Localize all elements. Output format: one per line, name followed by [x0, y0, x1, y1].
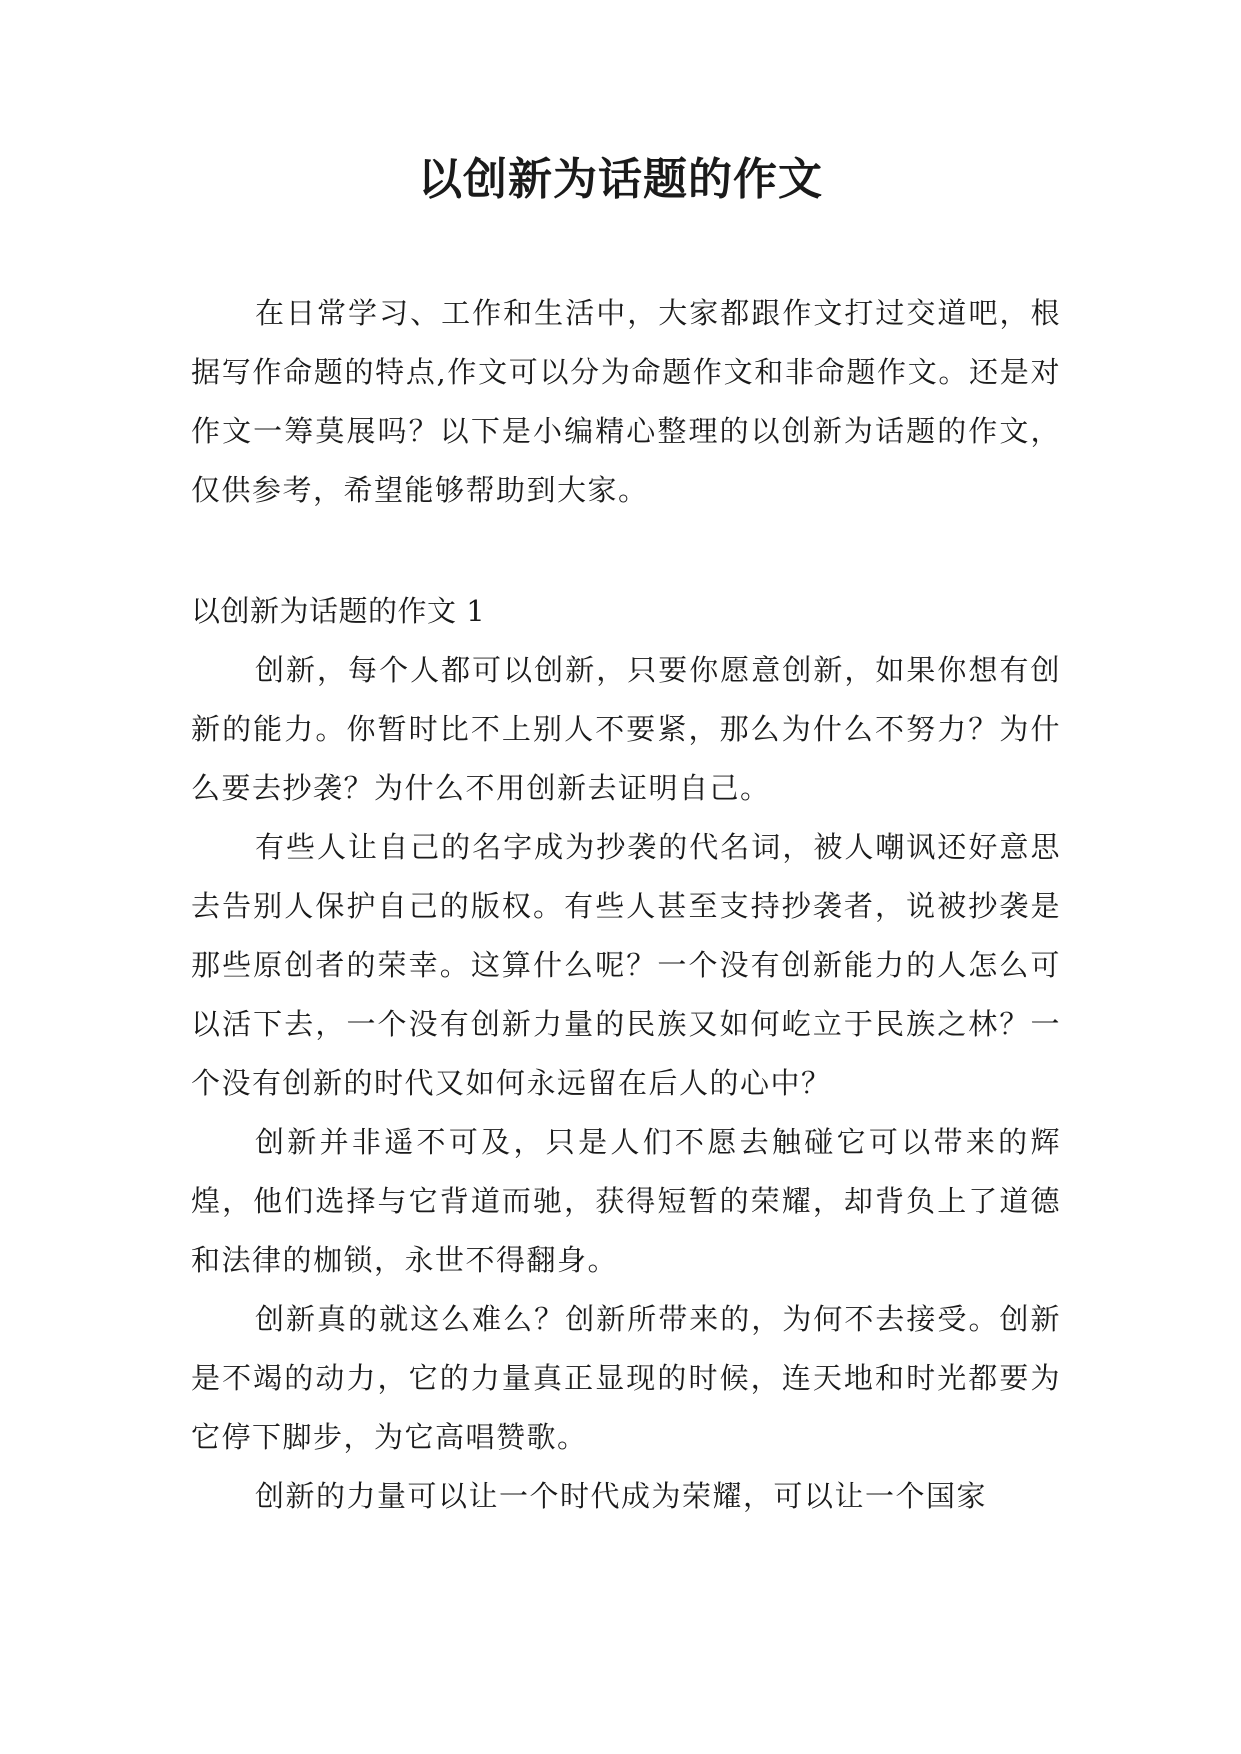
intro-paragraph: 在日常学习、工作和生活中，大家都跟作文打过交道吧，根据写作命题的特点,作文可以分为命题作文和非命题作文。还是对作文一筹莫展吗？以下是小编精心整理的以创新为话题的作文，仅供参考，希望能够帮助到大家。 [191, 296, 1061, 507]
body-paragraph: 有些人让自己的名字成为抄袭的代名词，被人嘲讽还好意思去告别人保护自己的版权。有些人甚至支持抄袭者，说被抄袭是那些原创者的荣幸。这算什么呢？一个没有创新能力的人怎么可以活下去，一个没有创新力量的民族又如何屹立于民族之林？一个没有创新的时代又如何永远留在后人的心中？ [191, 830, 1061, 1100]
body-paragraph: 创新的力量可以让一个时代成为荣耀，可以让一个国家 [255, 1479, 988, 1513]
body-paragraph: 创新，每个人都可以创新，只要你愿意创新，如果你想有创新的能力。你暂时比不上别人不要紧，那么为什么不努力？为什么要去抄袭？为什么不用创新去证明自己。 [191, 653, 1061, 805]
section-heading: 以创新为话题的作文 1 [191, 594, 486, 628]
document-body [191, 284, 1061, 1526]
document-title: 以创新为话题的作文 [418, 154, 823, 205]
body-paragraph: 创新真的就这么难么？创新所带来的，为何不去接受。创新是不竭的动力，它的力量真正显现的时候，连天地和时光都要为它停下脚步，为它高唱赞歌。 [191, 1302, 1061, 1454]
body-paragraph: 创新并非遥不可及，只是人们不愿去触碰它可以带来的辉煌，他们选择与它背道而驰，获得短暂的荣耀，却背负上了道德和法律的枷锁，永世不得翻身。 [191, 1125, 1061, 1277]
